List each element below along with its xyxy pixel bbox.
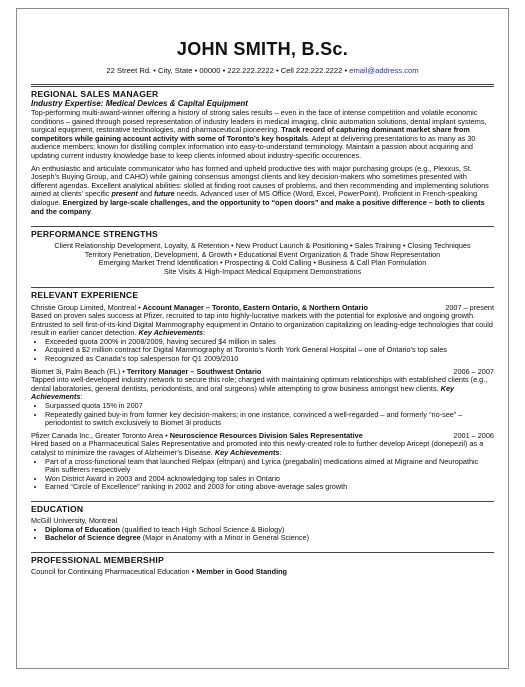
membership-heading: PROFESSIONAL MEMBERSHIP <box>31 552 494 565</box>
strengths-line: Client Relationship Development, Loyalty, & Retention • New Product Launch & Positioning • Sales Training • Closing Techniques <box>54 241 471 251</box>
contact-address: 22 Street Rd. • City, State • 00000 • 222.222.2222 • Cell 222.222.2222 • <box>106 66 350 75</box>
list-item: • Repeatedly gained buy-in from former key decision-makers; in one instance, convinced a well-regarded – and formerly “no-see” – periodontist to switch exclusively to Biomet 3i products <box>45 411 494 428</box>
job-3-description: Hired based on a Pharmaceutical Sales Representative and promoted into this newly-created role to further develop Aricept (donepezil) as a catalyst to minimize the ravages of Alzheimer’s Disease. Key Achievements: <box>31 439 484 457</box>
membership-line: Council for Continuing Pharmaceutical Education • Member in Good Standing <box>31 566 288 576</box>
list-item: • Bachelor of Science degree (Major in Anatomy with a Minor in General Science) <box>45 534 494 543</box>
job-2-description: Tapped into well-developed industry network to secure this role; charged with maintaining optimum relationships with established clients (e.g., dental laboratories, general dentists, periodontists, and oral surgeons) while attempting to grow business amongst new clients. Key Achievements: <box>31 375 488 402</box>
strengths-line: Site Visits & High-Impact Medical Equipment Demonstrations <box>163 266 362 276</box>
job-3-header: Pfizer Canada Inc., Greater Toronto Area • Neuroscience Resources Division Sales Representative 2001 – 2006 <box>31 430 494 440</box>
profile-paragraph-2: An enthusiastic and articulate communicator who has formed and upheld productive ties with major purchasing groups (e.g., Plexxus, St. Joseph’s Buying Group, and CAHO) while gaining consensus amongst clients and key decision-makers who sometimes presented with different agendas. Excellent analytical abilities: skilled at finding root causes of problems, and then recommending and implementing solutions aimed at clients’ specific present and future needs. Advanced user of MS Office (Word, Excel, PowerPoint). Proficient in French-speaking dialogue. Energized by large-scale challenges, and the opportunity to “open doors” and make a positive difference – both to clients and the company. <box>31 163 489 216</box>
list-item: • Diploma of Education (qualified to teach High School Science & Biology) <box>45 526 494 535</box>
list-item: • Recognized as Canada’s top salesperson for Q1 2009/2010 <box>45 355 494 364</box>
education-list <box>31 526 494 543</box>
contact-email-link[interactable]: email@address.com <box>349 66 419 75</box>
list-item: • Exceeded quota 200% in 2008/2009, having secured $4 million in sales <box>45 338 494 347</box>
job-1-dates: 2007 – present <box>445 302 494 312</box>
job-3-dates: 2001 – 2006 <box>453 430 494 440</box>
list-item: • Earned “Circle of Excellence” ranking in 2002 and 2003 for citing above-average sales growth <box>45 483 494 492</box>
contact-line <box>31 66 494 76</box>
education-heading: EDUCATION <box>31 501 494 514</box>
job-1-header: Christie Group Limited, Montreal • Account Manager – Toronto, Eastern Ontario, & Northern Ontario 2007 – present <box>31 302 494 312</box>
candidate-name: JOHN SMITH, B.Sc. <box>176 39 349 59</box>
profile-title: REGIONAL SALES MANAGER <box>31 84 494 99</box>
job-1-description: Based on proven sales success at Pfizer, recruited to tap into highly-lucrative markets with the potential for explosive and ongoing growth. Entrusted to sell first-of-its-kind Digital Mammography equipment in Ontario to organization capitalizing on leading-edge technologies that could result in earlier cancer detection. Key Achievements: <box>31 311 493 338</box>
job-2-dates: 2006 – 2007 <box>453 366 494 376</box>
job-3-achievements <box>31 458 494 492</box>
profile-subtitle: Industry Expertise: Medical Devices & Capital Equipment <box>31 99 248 108</box>
resume-page <box>16 8 509 669</box>
list-item: • Part of a cross-functional team that launched Relpax (eltripan) and Lyrica (pregabalin) medications aimed at Migraine and Neuropathic Pain sufferers respectively <box>45 458 494 475</box>
job-2-achievements <box>31 402 494 428</box>
list-item: • Surpassed quota 15% in 2007 <box>45 402 494 411</box>
education-school: McGill University, Montreal <box>31 515 118 525</box>
profile-paragraph-1: Top-performing multi-award-winner offering a history of strong sales results – even in the face of intense competition and volatile economic conditions – gained through poised representation of industry leaders in medical imaging, clinic automation solutions, dental implant systems, surgical equipment, restorative technologies, and pharmaceutical pioneering. Track record of capturing dominant market share from competitors while gaining account activity with some of Toronto’s key hospitals. Adept at delivering presentations to as many as 30 audience members; known for distilling complex information into easy-to-understand terminology. Maintain a passion about acquiring and updating current industry knowledge base to keep clients informed about industry-specific occurences. <box>31 108 487 160</box>
job-2-header: Biomet 3i, Palm Beach (FL) • Territory Manager – Southwest Ontario 2006 – 2007 <box>31 366 494 376</box>
strengths-line: Emerging Market Trend Identification • Prospecting & Cold Calling • Business & Call Plan Formulation <box>98 258 427 268</box>
strengths-line: Territory Penetration, Development, & Growth • Educational Event Organization & Trade Show Representation <box>84 249 441 259</box>
list-item: • Won District Award in 2003 and 2004 acknowledging top sales in Ontario <box>45 475 494 484</box>
experience-heading: RELEVANT EXPERIENCE <box>31 287 494 300</box>
job-1-achievements <box>31 338 494 364</box>
strengths-heading: PERFORMANCE STRENGTHS <box>31 226 494 239</box>
list-item: • Acquired a $2 million contract for Digital Mammography at Toronto’s North York General Hospital – one of Ontario’s top sales <box>45 346 494 355</box>
